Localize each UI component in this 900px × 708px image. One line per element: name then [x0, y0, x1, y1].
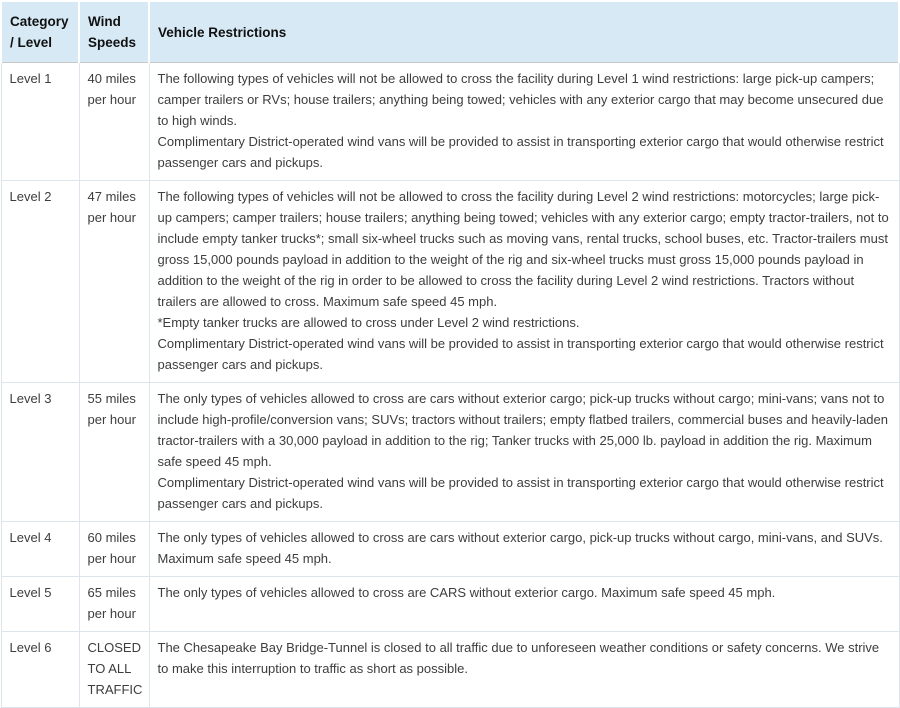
- wind-speed-cell: 65 miles per hour: [79, 577, 149, 632]
- table-row: [1, 522, 899, 577]
- restriction-paragraph: The following types of vehicles will not be allowed to cross the facility during Level 1 wind restrictions: large pick-up campers; camper trailers or RVs; house trailers; anything being towed; vehicles with any exterior cargo that may become unsecured due to high winds.: [157, 71, 884, 128]
- table-row: [1, 181, 899, 383]
- header-vehicle-restrictions: Vehicle Restrictions: [149, 1, 899, 63]
- restrictions-cell: [149, 383, 899, 522]
- restriction-paragraph: The only types of vehicles allowed to cross are CARS without exterior cargo. Maximum safe speed 45 mph.: [157, 585, 776, 600]
- header-wind-speeds: Wind Speeds: [79, 1, 149, 63]
- wind-speed-cell: 60 miles per hour: [79, 522, 149, 577]
- restrictions-cell: [149, 181, 899, 383]
- table-header: [1, 1, 899, 63]
- header-category-level: Category / Level: [1, 1, 79, 63]
- level-cell: Level 3: [1, 383, 79, 522]
- restrictions-cell: [149, 577, 899, 632]
- restrictions-cell: [149, 632, 899, 708]
- restriction-paragraph: Complimentary District-operated wind vans will be provided to assist in transporting exterior cargo that would otherwise restrict passenger cars and pickups.: [157, 134, 884, 170]
- table-row: [1, 632, 899, 708]
- restriction-paragraph: The following types of vehicles will not be allowed to cross the facility during Level 2 wind restrictions: motorcycles; large pick-up campers; camper trailers; house trailers; anything being towed; vehicles with any exterior cargo; empty tractor-trailers, not to include empty tanker trucks*; small six-wheel trucks such as moving vans, rental trucks, school buses, etc. Tractor-trailers must gross 15,000 pounds payload in addition to the weight of the rig and six-wheel trucks must gross 15,000 pounds payload in addition to the weight of the rig in order to be allowed to cross the facility during Level 2 wind restrictions. Tractors without trailers are allowed to cross. Maximum safe speed 45 mph.: [157, 189, 889, 309]
- table-row: [1, 383, 899, 522]
- header-row: [1, 1, 899, 63]
- restriction-paragraph: The only types of vehicles allowed to cross are cars without exterior cargo, pick-up trucks without cargo, mini-vans, and SUVs. Maximum safe speed 45 mph.: [157, 530, 883, 566]
- restriction-paragraph: The Chesapeake Bay Bridge-Tunnel is closed to all traffic due to unforeseen weather conditions or safety concerns. We strive to make this interruption to traffic as short as possible.: [157, 640, 880, 676]
- wind-speed-cell: 47 miles per hour: [79, 181, 149, 383]
- table-row: [1, 577, 899, 632]
- table-row: [1, 63, 899, 181]
- restriction-paragraph: The only types of vehicles allowed to cross are cars without exterior cargo; pick-up trucks without cargo; mini-vans; vans not to include high-profile/conversion vans; SUVs; tractors without trailers; empty flatbed trailers, commercial buses and heavily-laden tractor-trailers with a 30,000 payload in addition to the rig; Tanker trucks with 25,000 lb. payload in addition the rig. Maximum safe speed 45 mph.: [157, 391, 888, 469]
- restriction-paragraph: Complimentary District-operated wind vans will be provided to assist in transporting exterior cargo that would otherwise restrict passenger cars and pickups.: [157, 475, 884, 511]
- restrictions-cell: [149, 63, 899, 181]
- wind-speed-cell: 55 miles per hour: [79, 383, 149, 522]
- table-body: [1, 63, 899, 708]
- level-cell: Level 2: [1, 181, 79, 383]
- level-cell: Level 4: [1, 522, 79, 577]
- level-cell: Level 5: [1, 577, 79, 632]
- level-cell: Level 1: [1, 63, 79, 181]
- restrictions-cell: [149, 522, 899, 577]
- wind-speed-cell: 40 miles per hour: [79, 63, 149, 181]
- wind-speed-cell: CLOSED TO ALL TRAFFIC: [79, 632, 149, 708]
- restriction-paragraph: *Empty tanker trucks are allowed to cross under Level 2 wind restrictions.: [157, 315, 580, 330]
- restriction-paragraph: Complimentary District-operated wind vans will be provided to assist in transporting exterior cargo that would otherwise restrict passenger cars and pickups.: [157, 336, 884, 372]
- level-cell: Level 6: [1, 632, 79, 708]
